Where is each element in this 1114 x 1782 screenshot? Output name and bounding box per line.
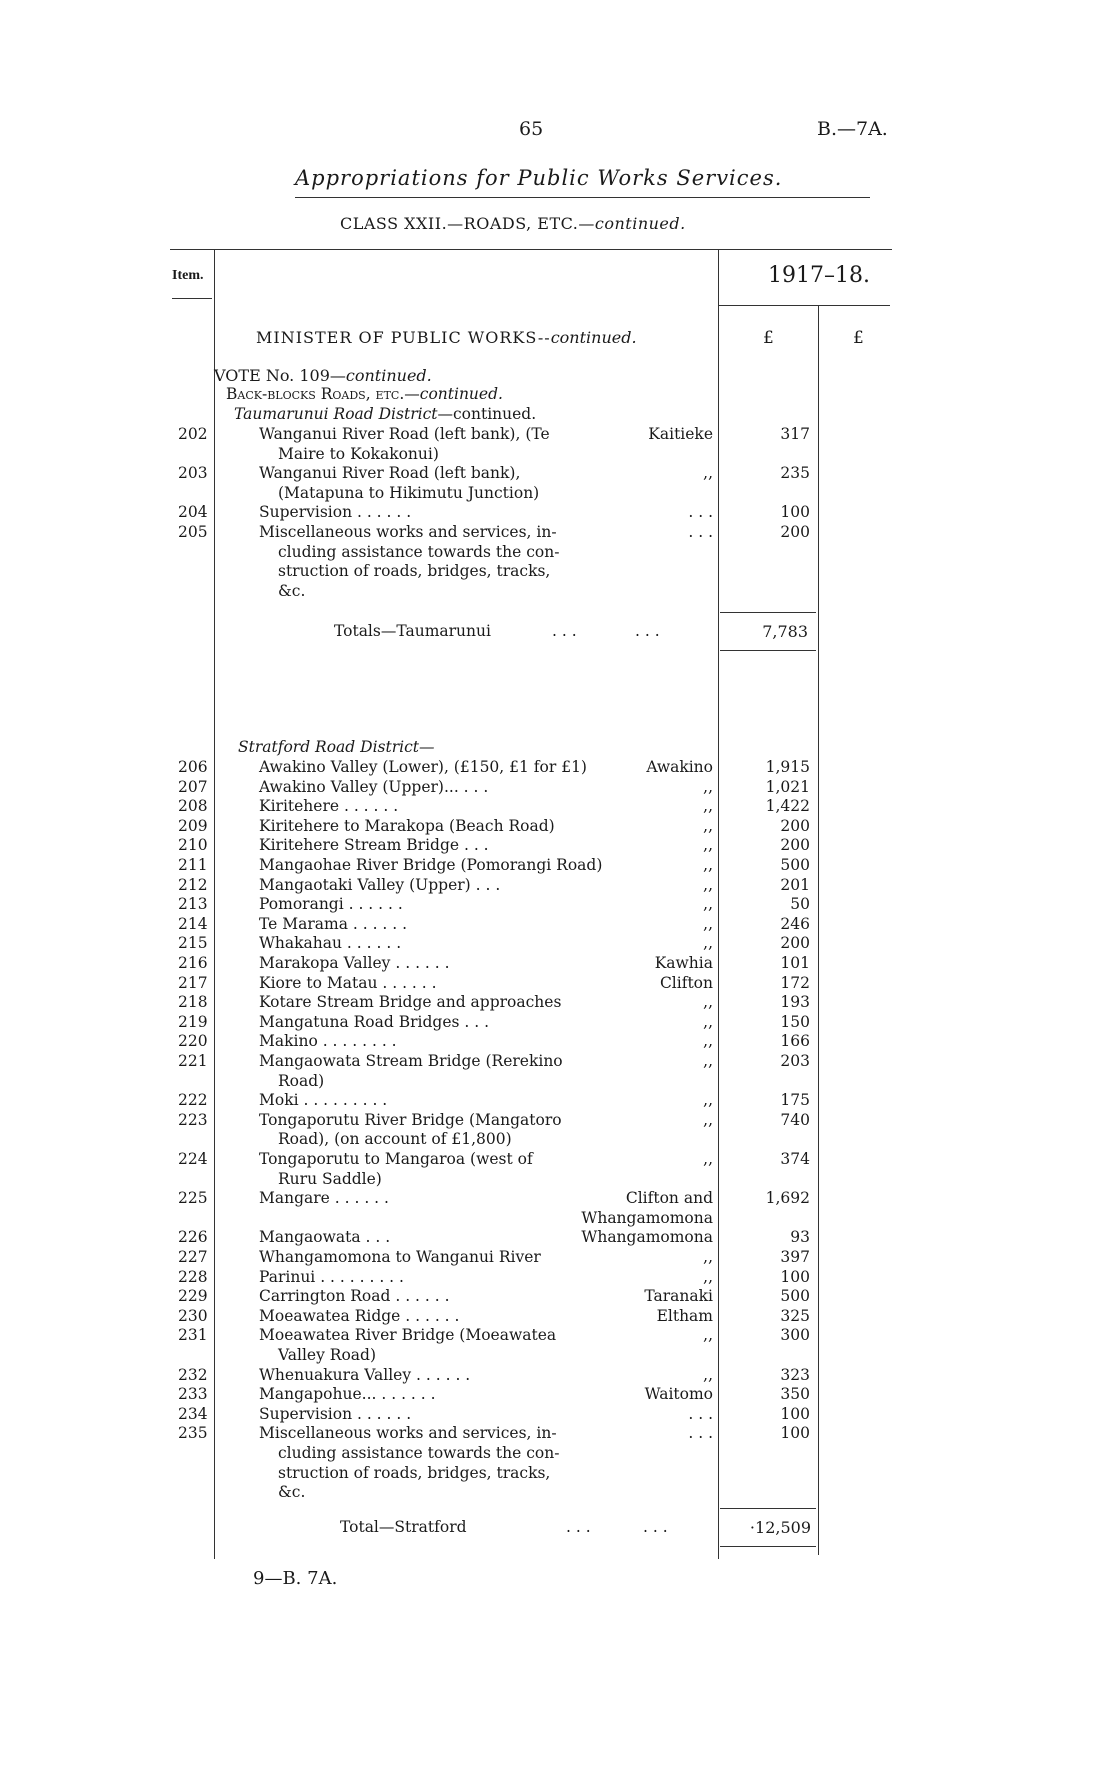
item-number: 221	[178, 1052, 208, 1070]
item-locality: Taranaki	[644, 1287, 713, 1306]
item-locality: ,,	[703, 836, 713, 855]
item-description-line: Supervision . . . . . .	[259, 1404, 412, 1423]
item-locality: ,,	[703, 856, 713, 874]
taumarunui-district-tail: —continued.	[437, 405, 537, 423]
minister-main: MINISTER OF PUBLIC WORKS--	[256, 328, 551, 347]
item-number: 227	[178, 1248, 208, 1266]
item-amount: 235	[780, 464, 810, 483]
item-amount: 246	[780, 914, 810, 933]
item-amount: 175	[780, 1091, 810, 1110]
item-description-line: Valley Road)	[278, 1346, 376, 1364]
item-number: 207	[178, 777, 208, 796]
item-locality: ,,	[703, 1150, 713, 1168]
item-number: 229	[178, 1287, 208, 1306]
item-amount: 350	[780, 1385, 810, 1404]
item-amount: 50	[790, 895, 810, 914]
item-amount: 200	[780, 523, 810, 541]
stratford-total-amount: ·12,509	[749, 1518, 811, 1537]
class-heading-main: CLASS XXII.—ROADS, ETC.—	[340, 214, 595, 233]
item-amount: 193	[780, 993, 810, 1012]
item-locality: ,,	[703, 1248, 713, 1266]
item-locality: Awakino	[646, 758, 713, 776]
taumarunui-total-amount: 7,783	[762, 622, 808, 641]
item-description-line: Mangare . . . . . .	[259, 1189, 389, 1208]
item-number: 206	[178, 758, 208, 776]
page-number: 65	[519, 118, 544, 140]
item-amount: 1,692	[765, 1189, 810, 1208]
taumarunui-total-dots-2: . . .	[635, 622, 660, 640]
item-description-line: Supervision . . . . . .	[259, 503, 412, 522]
item-description-line: Marakopa Valley . . . . . .	[259, 954, 450, 972]
item-locality: Waitomo	[644, 1385, 713, 1404]
item-locality: Kaitieke	[648, 425, 713, 443]
item-locality: Clifton and	[625, 1189, 713, 1208]
item-amount: 203	[780, 1052, 810, 1070]
taumarunui-district-name: Taumarunui Road District	[234, 405, 438, 423]
vote-main: VOTE No. 109—	[214, 366, 346, 385]
item-amount: 1,021	[765, 777, 810, 796]
stratford-total-rule-top	[720, 1508, 816, 1509]
class-heading	[340, 214, 686, 233]
item-locality: . . .	[688, 523, 713, 541]
item-description-line: Wanganui River Road (left bank),	[259, 464, 521, 483]
item-description-line: Moeawatea Ridge . . . . . .	[259, 1306, 460, 1325]
item-description-line: Kotare Stream Bridge and approaches	[259, 993, 562, 1012]
item-number: 226	[178, 1228, 208, 1247]
item-head-rule	[172, 298, 212, 299]
item-description-line: struction of roads, bridges, tracks,	[278, 562, 551, 581]
item-locality: Whangamomona	[581, 1228, 713, 1247]
item-amount: 317	[780, 425, 810, 443]
item-number: 224	[178, 1150, 208, 1168]
item-locality: ,,	[703, 1012, 713, 1031]
item-number: 223	[178, 1110, 208, 1129]
item-description-line: Tongaporutu to Mangaroa (west of	[259, 1150, 533, 1168]
item-description-line: Road)	[278, 1071, 325, 1090]
stratford-total-rule-bottom	[720, 1546, 816, 1547]
item-locality: ,,	[703, 1032, 713, 1051]
item-number: 211	[178, 856, 208, 874]
year-header: 1917–18.	[768, 263, 870, 288]
item-locality: ,,	[703, 1091, 713, 1110]
item-number: 228	[178, 1267, 208, 1286]
item-locality: . . .	[688, 503, 713, 522]
item-locality: Clifton	[659, 973, 713, 992]
taumarunui-total-rule-top	[720, 612, 816, 613]
item-amount: 740	[780, 1110, 810, 1129]
item-amount: 325	[780, 1306, 810, 1325]
item-amount: 100	[780, 1424, 810, 1443]
item-number: 235	[178, 1424, 208, 1443]
item-locality: ,,	[703, 934, 713, 953]
item-number: 203	[178, 464, 208, 483]
item-amount: 397	[780, 1248, 810, 1266]
document-reference: B.—7A.	[817, 118, 888, 140]
item-description-line: Te Marama . . . . . .	[259, 914, 408, 933]
taumarunui-total-dots-1: . . .	[552, 622, 577, 640]
item-locality: ,,	[703, 1267, 713, 1286]
taumarunui-district-heading	[234, 405, 536, 423]
item-number: 202	[178, 425, 208, 443]
pound-sign-col2: £	[853, 328, 864, 348]
item-amount: 201	[780, 875, 810, 894]
item-amount: 166	[780, 1032, 810, 1051]
second-amount-rule	[818, 305, 819, 1555]
item-description-line: Makino . . . . . . . .	[259, 1032, 397, 1051]
item-amount: 323	[780, 1365, 810, 1384]
item-number: 233	[178, 1385, 208, 1404]
item-description-line: &c.	[278, 581, 306, 600]
item-amount: 100	[780, 503, 810, 522]
item-locality: Kawhia	[654, 954, 713, 972]
table-top-rule	[170, 249, 892, 250]
item-amount: 300	[780, 1326, 810, 1345]
item-locality: ,,	[703, 993, 713, 1012]
item-description-line: Miscellaneous works and services, in-	[259, 1424, 557, 1443]
item-description-line: Ruru Saddle)	[278, 1169, 382, 1188]
item-description-line: Awakino Valley (Upper)... . . .	[259, 777, 489, 796]
item-description-line: Mangatuna Road Bridges . . .	[259, 1012, 490, 1031]
item-locality: ,,	[703, 914, 713, 933]
item-description-line: Pomorangi . . . . . .	[259, 895, 403, 914]
item-locality: ,,	[703, 797, 713, 816]
item-description-line: Moeawatea River Bridge (Moeawatea	[259, 1326, 557, 1345]
item-locality: Eltham	[656, 1306, 713, 1325]
item-column-header: Item.	[172, 268, 204, 283]
item-description-line: Tongaporutu River Bridge (Mangatoro	[259, 1110, 562, 1129]
item-number: 204	[178, 503, 208, 522]
item-description-line: Moki . . . . . . . . .	[259, 1091, 388, 1110]
item-number: 222	[178, 1091, 208, 1110]
item-amount: 200	[780, 836, 810, 855]
item-description-line: Kiritehere Stream Bridge . . .	[259, 836, 489, 855]
item-amount: 500	[780, 856, 810, 874]
item-number: 209	[178, 816, 208, 835]
minister-italic: continued.	[550, 328, 637, 347]
item-locality: ,,	[703, 1365, 713, 1384]
item-description-line: Road), (on account of £1,800)	[278, 1130, 512, 1149]
item-amount: 100	[780, 1267, 810, 1286]
item-locality: ,,	[703, 816, 713, 835]
item-amount: 1,422	[765, 797, 810, 816]
item-number: 234	[178, 1404, 208, 1423]
item-number: 219	[178, 1012, 208, 1031]
stratford-district-heading: Stratford Road District—	[238, 738, 435, 756]
item-amount: 200	[780, 816, 810, 835]
page-title: Appropriations for Public Works Services.	[295, 166, 783, 190]
item-locality: ,,	[703, 1110, 713, 1129]
item-amount: 101	[780, 954, 810, 972]
item-description-line: Awakino Valley (Lower), (£150, £1 for £1)	[259, 758, 587, 776]
item-locality-continued: Whangamomona	[581, 1208, 713, 1227]
item-locality: ,,	[703, 1326, 713, 1345]
item-locality: ,,	[703, 464, 713, 483]
item-number: 231	[178, 1326, 208, 1345]
pound-sign-col1: £	[763, 328, 774, 348]
item-description-line: Mangaohae River Bridge (Pomorangi Road)	[259, 856, 603, 874]
item-number: 208	[178, 797, 208, 816]
item-description-line: Mangaowata Stream Bridge (Rerekino	[259, 1052, 563, 1070]
item-number: 210	[178, 836, 208, 855]
item-description-line: cluding assistance towards the con-	[278, 1444, 560, 1462]
item-description-line: Whakahau . . . . . .	[259, 934, 402, 953]
item-description-line: Kiore to Matau . . . . . .	[259, 973, 437, 992]
item-description-line: Whenuakura Valley . . . . . .	[259, 1365, 471, 1384]
year-subhead-rule	[718, 305, 890, 306]
item-amount: 150	[780, 1012, 810, 1031]
vote-italic: continued.	[345, 366, 432, 385]
vote-line	[214, 366, 432, 385]
item-description-line: Maire to Kokakonui)	[278, 444, 439, 463]
item-locality: ,,	[703, 777, 713, 796]
title-rule	[295, 197, 870, 198]
item-description-line: &c.	[278, 1483, 306, 1502]
item-description-line: Mangaowata . . .	[259, 1228, 391, 1247]
amount-column-rule	[718, 249, 719, 1559]
item-amount: 200	[780, 934, 810, 953]
class-heading-italic: continued.	[594, 214, 686, 233]
item-description-line: struction of roads, bridges, tracks,	[278, 1463, 551, 1482]
item-amount: 1,915	[765, 758, 810, 776]
stratford-total-dots-1: . . .	[566, 1518, 591, 1536]
item-locality: . . .	[688, 1424, 713, 1443]
item-number: 212	[178, 875, 208, 894]
item-description-line: cluding assistance towards the con-	[278, 542, 560, 561]
item-locality: ,,	[703, 1052, 713, 1070]
item-number: 213	[178, 895, 208, 914]
item-description-line: Kiritehere to Marakopa (Beach Road)	[259, 816, 555, 835]
item-description-line: Mangaotaki Valley (Upper) . . .	[259, 875, 501, 894]
stratford-total-dots-2: . . .	[643, 1518, 668, 1536]
backblocks-italic: continued.	[419, 385, 503, 403]
item-description-line: Parinui . . . . . . . . .	[259, 1267, 404, 1286]
item-number: 230	[178, 1306, 208, 1325]
item-number: 214	[178, 914, 208, 933]
backblocks-main: Back-blocks Roads, etc.—	[226, 385, 420, 403]
item-amount: 374	[780, 1150, 810, 1168]
item-number: 205	[178, 523, 208, 541]
backblocks-line	[226, 385, 503, 403]
item-amount: 100	[780, 1404, 810, 1423]
item-locality: ,,	[703, 875, 713, 894]
item-description-line: Wanganui River Road (left bank), (Te	[259, 425, 550, 443]
item-number: 232	[178, 1365, 208, 1384]
footer-signature: 9—B. 7A.	[253, 1568, 338, 1589]
item-description-line: Kiritehere . . . . . .	[259, 797, 399, 816]
item-description-line: (Matapuna to Hikimutu Junction)	[278, 483, 540, 502]
item-number: 216	[178, 954, 208, 972]
item-description-line: Miscellaneous works and services, in-	[259, 523, 557, 541]
item-amount: 500	[780, 1287, 810, 1306]
stratford-total-label: Total—Stratford	[340, 1518, 467, 1536]
item-number: 218	[178, 993, 208, 1012]
item-amount: 172	[780, 973, 810, 992]
item-locality: . . .	[688, 1404, 713, 1423]
item-number: 225	[178, 1189, 208, 1208]
taumarunui-total-rule-bottom	[720, 650, 816, 651]
item-number: 217	[178, 973, 208, 992]
item-description-line: Carrington Road . . . . . .	[259, 1287, 450, 1306]
item-number: 215	[178, 934, 208, 953]
item-description-line: Whangamomona to Wanganui River	[259, 1248, 541, 1266]
item-description-line: Mangapohue... . . . . . .	[259, 1385, 436, 1404]
taumarunui-total-label: Totals—Taumarunui	[334, 622, 491, 640]
minister-heading	[256, 328, 637, 347]
item-locality: ,,	[703, 895, 713, 914]
item-number: 220	[178, 1032, 208, 1051]
item-amount: 93	[790, 1228, 810, 1247]
